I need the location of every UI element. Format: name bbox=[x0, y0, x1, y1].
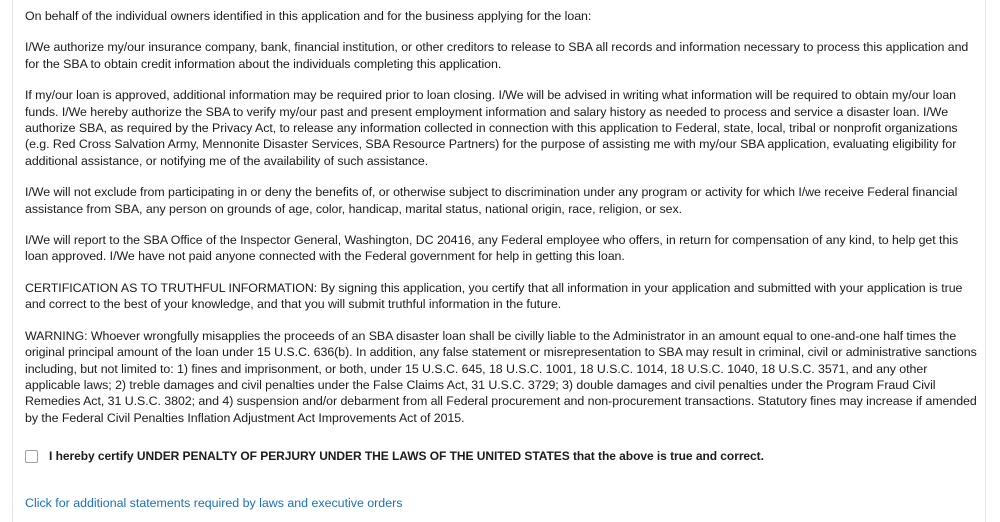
certify-label: I hereby certify UNDER PENALTY OF PERJURY UNDER THE LAWS OF THE UNITED STATES that the above is true and correct. bbox=[49, 449, 764, 463]
statement-credit-authorization: I/We authorize my/our insurance company, bank, financial institution, or other creditors to release to SBA all records and information necessary to process this application and for the SBA to obtain credit information about the individuals completing this application. bbox=[25, 40, 969, 71]
statement-inspector-general: I/We will report to the SBA Office of the Inspector General, Washington, DC 20416, any Federal employee who offers, in return for compensation of any kind, to help get this loan approved. I/We have not paid anyone connected with the Federal government for help in getting this loan. bbox=[25, 233, 959, 264]
statement-warning: WARNING: Whoever wrongfully misapplies the proceeds of an SBA disaster loan shall be civilly liable to the Administrator in an amount equal to one-and-one half times the original principal amount of the loan under 15 U.S.C. 636(b). In addition, any false statement or misrepresentation to SBA may result in criminal, civil or administrative sanctions including, but not limited to: 1) fines and imprisonment, or both, under 15 U.S.C. 645, 18 U.S.C. 1001, 18 U.S.C. 1014, 18 U.S.C. 1040, 18 U.S.C. 3571, and any other applicable laws; 2) treble damages and civil penalties under the False Claims Act, 31 U.S.C. 3729; 3) double damages and civil penalties under the Program Fraud Civil Remedies Act, 31 U.S.C. 3802; and 4) suspension and/or debarment from all Federal procurement and non-procurement transactions. Statutory fines may increase if amended by the Federal Civil Penalties Inflation Adjustment Act Improvements Act of 2015. bbox=[25, 328, 977, 425]
statement-intro: On behalf of the individual owners identified in this application and for the business applying for the loan: bbox=[25, 9, 592, 23]
statement-loan-approval: If my/our loan is approved, additional information may be required prior to loan closing. I/We will be advised in writing what information will be required to obtain my/our loan funds. I/We hereby authorize the SBA to verify my/our past and present employment information and salary history as needed to process and service a disaster loan. I/We authorize SBA, as required by the Privacy Act, to release any information collected in connection with this application to Federal, state, local, tribal or nonprofit organizations (e.g. Red Cross Salvation Army, Mennonite Disaster Services, SBA Resource Partners) for the purpose of assisting me with my/our SBA application, evaluating eligibility for additional assistance, or notifying me of the availability of such assistance. bbox=[25, 88, 958, 168]
certify-checkbox[interactable] bbox=[25, 450, 38, 463]
statement-nondiscrimination: I/We will not exclude from participating in or deny the benefits of, or otherwise subject to discrimination under any program or activity for which I/we receive Federal financial assistance from SBA, any person on grounds of age, color, handicap, marital status, national origin, race, religion, or sex. bbox=[25, 185, 958, 216]
additional-statements-link[interactable]: Click for additional statements required by laws and executive orders bbox=[25, 496, 403, 510]
certification-panel bbox=[12, 0, 986, 522]
statement-truthful-information: CERTIFICATION AS TO TRUTHFUL INFORMATION: By signing this application, you certify that all information in your application and submitted with your application is true and correct to the best of your knowledge, and that you will submit truthful information in the future. bbox=[25, 280, 963, 312]
certify-row bbox=[25, 449, 764, 463]
statements-list bbox=[25, 8, 983, 441]
